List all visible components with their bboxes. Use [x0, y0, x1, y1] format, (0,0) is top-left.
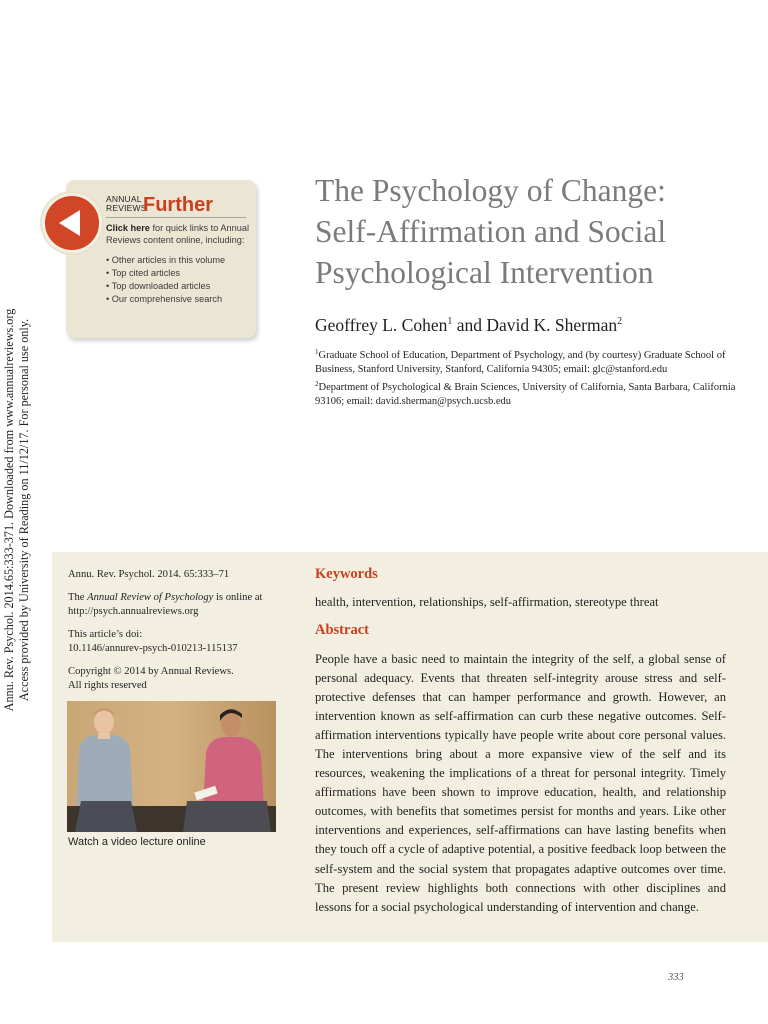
keywords-heading: Keywords	[315, 566, 378, 582]
copyright-block	[68, 665, 268, 693]
link-other-articles[interactable]: • Other articles in this volume	[106, 255, 226, 266]
affiliation-1: $^1$Graduate School of Education, Department of Psychology, and (by courtesy) Graduate School of Business, Stanford University, Stanford, California 94305; email: glc@stanford.edu	[315, 348, 726, 375]
online-note: The Annual Review of Psychology is online at http://psych.annualreviews.org	[68, 592, 263, 617]
keywords-text: health, intervention, relationships, self-affirmation, stereotype threat	[315, 595, 659, 609]
brand-further: Further	[143, 194, 213, 216]
journal-name: Annual Review of Psychology	[87, 592, 214, 603]
author-cohen: Geoffrey L. Cohen	[315, 315, 448, 335]
further-description	[106, 222, 251, 306]
journal-citation: Annu. Rev. Psychol. 2014. 65:333–71	[68, 569, 230, 580]
abstract-text: People have a basic need to maintain the integrity of the self, a global sense of personal adequacy. Events that threaten self-integrity arouse stress and self-protective defenses that can hamper performance and growth. However, an intervention known as self-affirmation can curb these negative outcomes. Self-affirmation interventions typically have people write about core personal values. The interventions bring about a more expansive view of the self and its resources, weakening the implications of a threat for personal integrity. Timely affirmations have been shown to improve education, health, and relationship outcomes, with benefits that sometimes persist for months and years. Like other interventions and experiences, self-affirmations can have lasting benefits when they touch off a cycle of adaptive potential, a positive feedback loop between the self-system and the social system that propagates adaptive outcomes over time. The present review highlights both connections with other disciplines and lessons for a social psychological understanding of intervention and change.	[315, 652, 726, 914]
further-brand	[106, 194, 246, 218]
affiliation-2: $^2$Department of Psychological & Brain Sciences, University of California, Santa Barbara, California 93106; email: david.sherman@psych.ucsb.edu	[315, 380, 736, 407]
author-sherman: David K. Sherman	[486, 315, 618, 335]
further-links-list	[106, 254, 251, 305]
doi-value[interactable]: 10.1146/annurev-psych-010213-115137	[68, 642, 238, 654]
further-description-text: for quick links to Annual Reviews content online, including:	[106, 223, 249, 246]
further-arrow-icon[interactable]	[42, 193, 102, 253]
doi-label: This article’s doi:	[68, 629, 143, 640]
brand-reviews: REVIEWS	[106, 203, 147, 213]
download-notice-line2: Access provided by University of Reading on 11/12/17. For personal use only.	[17, 318, 31, 702]
download-notice-line1: Annu. Rev. Psychol. 2014.65:333-371. Downloaded from www.annualreviews.org	[2, 308, 16, 712]
link-top-downloaded[interactable]: • Top downloaded articles	[106, 281, 211, 291]
download-notice	[2, 300, 42, 720]
copyright: Copyright © 2014 by Annual Reviews.	[68, 666, 234, 677]
rights: All rights reserved	[68, 679, 147, 691]
doi-block	[68, 628, 268, 656]
page-number: 333	[668, 972, 684, 983]
video-thumbnail[interactable]	[67, 701, 276, 832]
annual-reviews-further-box[interactable]	[66, 180, 256, 338]
title-line-2: Self-Affirmation and Social	[315, 214, 667, 249]
title-line-3: Psychological Intervention	[315, 255, 654, 290]
video-caption[interactable]: Watch a video lecture online	[68, 836, 206, 848]
title-line-1: The Psychology of Change:	[315, 173, 666, 208]
brand-annual: ANNUAL	[106, 194, 142, 204]
authors: Geoffrey L. Cohen$^1$ and David K. Sherman$^2$	[315, 315, 623, 335]
article-title	[315, 170, 745, 293]
abstract-heading: Abstract	[315, 622, 369, 638]
link-comprehensive-search[interactable]: • Our comprehensive search	[106, 293, 223, 304]
click-here-link[interactable]: Click here	[106, 223, 150, 233]
link-top-cited[interactable]: • Top cited articles	[106, 268, 181, 279]
